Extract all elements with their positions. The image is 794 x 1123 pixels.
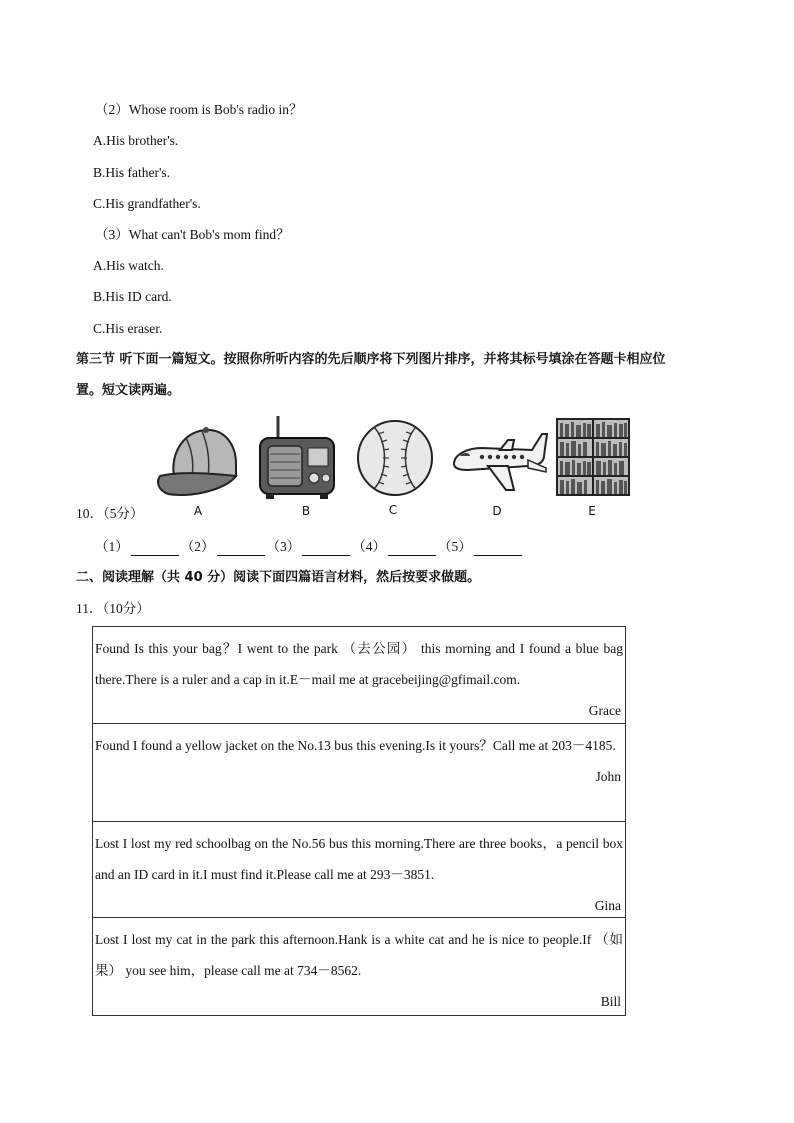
blank-label-1: （1） xyxy=(95,539,129,554)
notice-text: Found I found a yellow jacket on the No.13 bus this evening.Is it yours？Call me at 203－4185. xyxy=(95,738,616,753)
radio-icon xyxy=(256,414,338,500)
question-2-stem: （2）Whose room is Bob's radio in？ xyxy=(95,102,303,117)
notice-signer: John xyxy=(595,769,621,784)
question-11-number: 11．（10分） xyxy=(76,601,150,616)
notice-row xyxy=(93,724,626,822)
question-3-stem: （3）What can't Bob's mom find？ xyxy=(95,227,290,242)
airplane-icon xyxy=(448,430,548,494)
question-10-blanks xyxy=(95,538,524,556)
notice-cell-john xyxy=(93,724,625,821)
answer-blank-1[interactable] xyxy=(131,541,179,556)
question-3-option-b: B.His ID card. xyxy=(93,289,172,304)
notice-text: Lost I lost my cat in the park this afternoon.Hank is a white cat and he is nice to people.If （如果） you see him，please call me at 734－8562. xyxy=(95,932,623,978)
notice-row xyxy=(93,822,626,918)
answer-blank-3[interactable] xyxy=(302,541,350,556)
notice-cell-gina xyxy=(93,822,625,917)
notice-signer: Gina xyxy=(594,898,621,913)
notice-text: Found Is this your bag？I went to the park （去公园） this morning and I found a blue bag there.There is a ruler and a cap in it.E－mail me at gracebeijing@gfimail.com. xyxy=(95,641,623,687)
question-10-number: 10．（5分） xyxy=(76,506,144,521)
blank-label-5: （5） xyxy=(438,539,472,554)
blank-label-3: （3） xyxy=(266,539,301,554)
question-2-option-b: B.His father's. xyxy=(93,165,171,180)
notice-signer: Bill xyxy=(600,994,621,1009)
notice-cell-grace xyxy=(93,627,625,723)
part-2-heading: 二、阅读理解（共 40 分）阅读下面四篇语言材料，然后按要求做题。 xyxy=(76,570,481,585)
picture-label-a: A xyxy=(193,504,203,518)
section-3-instruction-line-1: 第三节 听下面一篇短文。按照你所听内容的先后顺序将下列图片排序，并将其标号填涂在答题卡相应位 xyxy=(76,352,666,367)
notice-table xyxy=(92,626,626,1016)
notice-row xyxy=(93,918,626,1016)
blank-label-4: （4） xyxy=(352,539,386,554)
question-2-option-a: A.His brother's. xyxy=(93,133,179,148)
notice-text: Lost I lost my red schoolbag on the No.56 bus this morning.There are three books，a pencil box and an ID card in it.I must find it.Please call me at 293－3851. xyxy=(95,836,623,882)
cap-icon xyxy=(156,420,240,500)
question-2-option-c: C.His grandfather's. xyxy=(93,196,201,211)
picture-label-e: E xyxy=(588,504,596,518)
blank-label-2: （2） xyxy=(180,539,215,554)
notice-cell-bill xyxy=(93,918,625,1015)
picture-label-c: C xyxy=(388,503,398,517)
notice-row xyxy=(93,627,626,724)
question-3-option-a: A.His watch. xyxy=(93,258,164,273)
picture-label-b: B xyxy=(301,504,311,518)
answer-blank-4[interactable] xyxy=(388,541,436,556)
section-3-instruction-line-2: 置。短文读两遍。 xyxy=(76,383,181,398)
answer-blank-5[interactable] xyxy=(474,541,522,556)
baseball-icon xyxy=(354,418,436,498)
question-3-option-c: C.His eraser. xyxy=(93,321,163,336)
bookcase-icon xyxy=(556,418,630,496)
picture-label-d: D xyxy=(492,504,502,518)
notice-signer: Grace xyxy=(588,703,621,718)
answer-blank-2[interactable] xyxy=(217,541,265,556)
